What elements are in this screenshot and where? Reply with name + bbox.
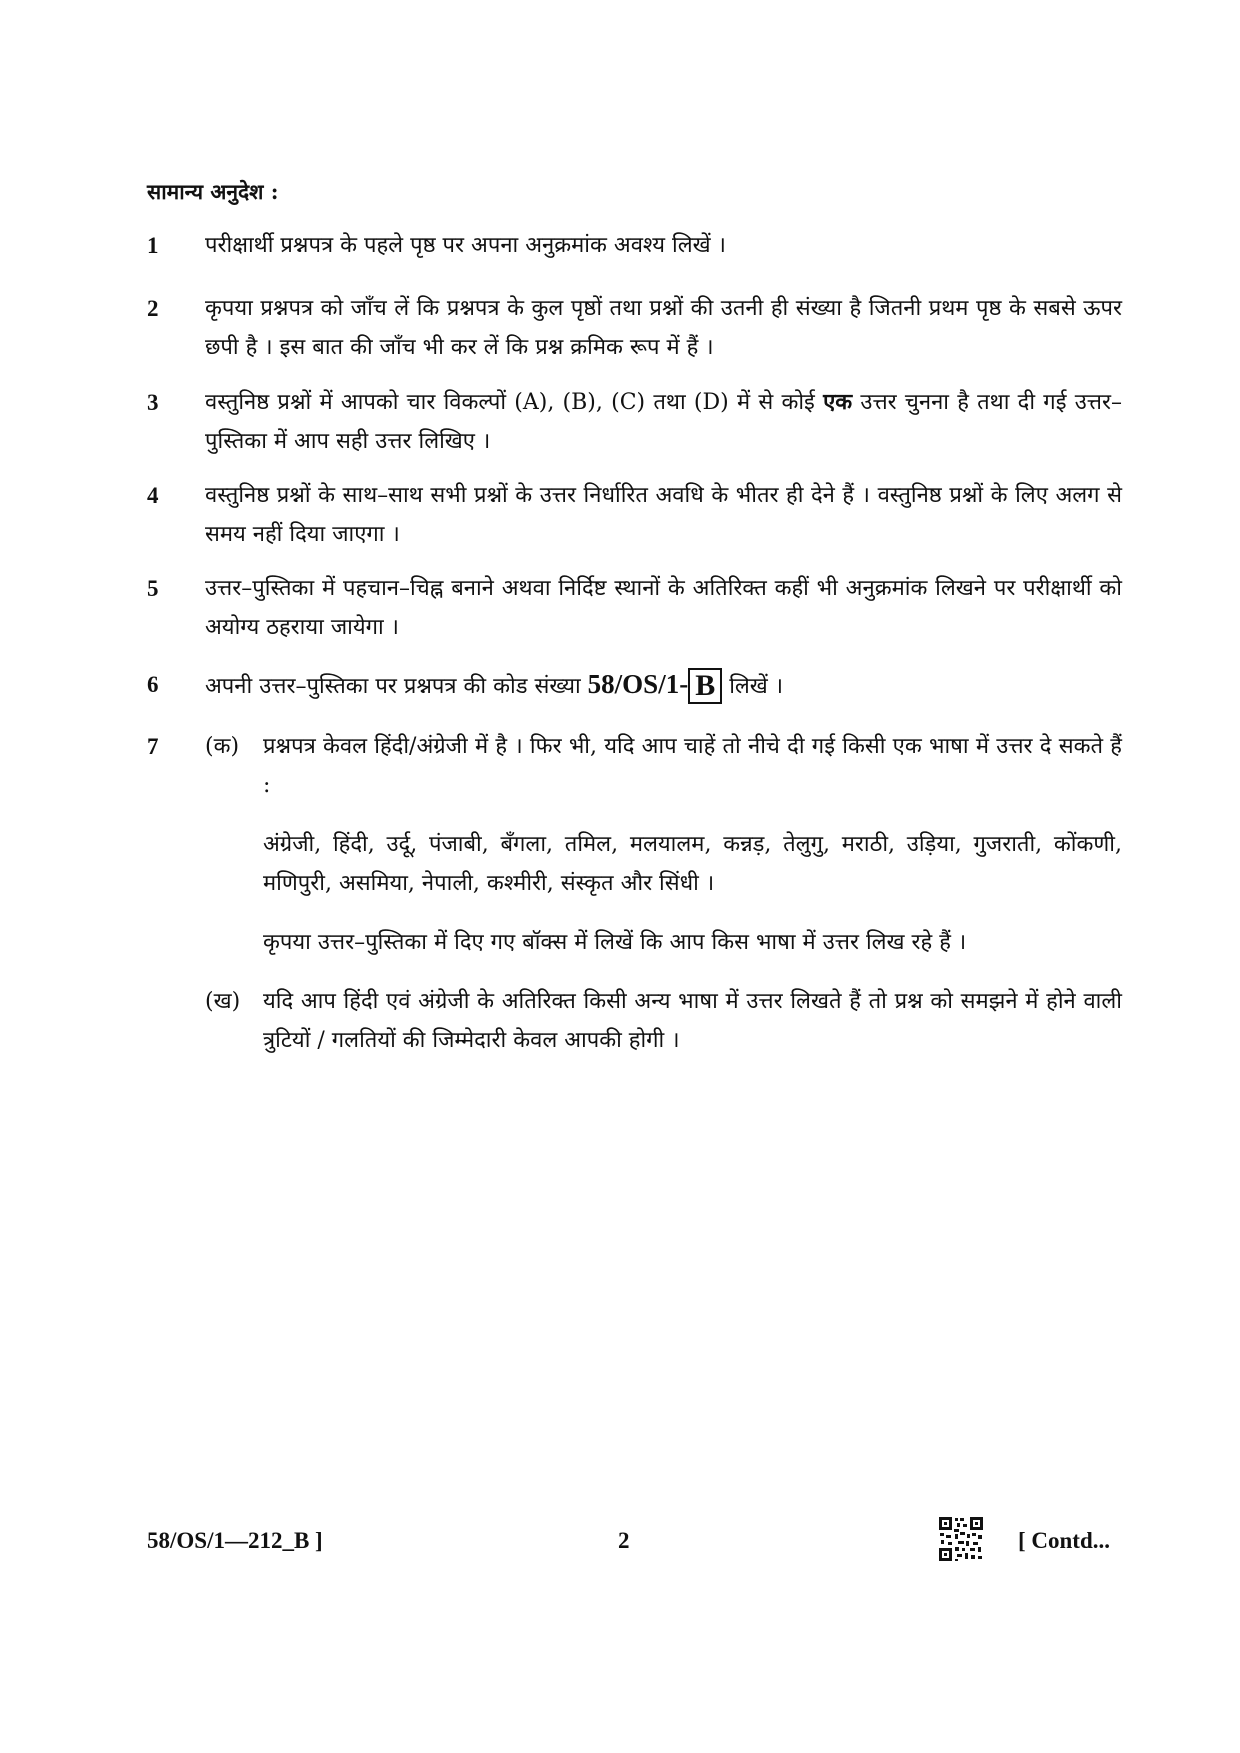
instruction-item bbox=[147, 476, 1122, 554]
instruction-number: 4 bbox=[147, 483, 159, 508]
instruction-number: 3 bbox=[147, 390, 159, 415]
sub-item-label: (क) bbox=[205, 734, 240, 759]
instruction-number: 7 bbox=[147, 734, 159, 759]
instruction-text: वस्तुनिष्ठ प्रश्नों के साथ–साथ सभी प्रश्नों के उत्तर निर्धारित अवधि के भीतर ही देने हैं । वस्तुनिष्ठ प्रश्नों के लिए अलग से समय नहीं दिया जाएगा । bbox=[205, 483, 1122, 547]
instruction-item bbox=[147, 727, 1122, 1060]
instruction-text-part: लिखें । bbox=[722, 674, 784, 699]
language-list: अंग्रेजी, हिंदी, उर्दू, पंजाबी, बँगला, तमिल, मलयालम, कन्नड़, तेलुगु, मराठी, उड़िया, गुजराती, कोंकणी, मणिपुरी, असमिया, नेपाली, कश्मीरी, संस्कृत और सिंधी । bbox=[263, 832, 1122, 896]
instruction-text-part: वस्तुनिष्ठ प्रश्नों में आपको चार विकल्पों (A), (B), (C) तथा (D) में से कोई bbox=[205, 390, 824, 415]
instruction-text: उत्तर–पुस्तिका में पहचान–चिह्न बनाने अथवा निर्दिष्ट स्थानों के अतिरिक्त कहीं भी अनुक्रमांक लिखने पर परीक्षार्थी को अयोग्य ठहराया जायेगा । bbox=[205, 576, 1122, 640]
sub-item-text: यदि आप हिंदी एवं अंग्रेजी के अतिरिक्त किसी अन्य भाषा में उत्तर लिखते हैं तो प्रश्न को समझने में होने वाली त्रुटियों / गलतियों की जिम्मेदारी केवल आपकी होगी । bbox=[263, 989, 1122, 1053]
instruction-text-part: अपनी उत्तर–पुस्तिका पर प्रश्नपत्र की कोड संख्या bbox=[205, 674, 588, 699]
section-heading: सामान्य अनुदेश : bbox=[147, 179, 279, 204]
instruction-item bbox=[147, 665, 1122, 706]
sub-item-ka bbox=[205, 727, 1122, 962]
language-box-note: कृपया उत्तर–पुस्तिका में दिए गए बॉक्स में लिखें कि आप किस भाषा में उत्तर लिख रहे हैं । bbox=[263, 930, 967, 955]
instruction-text bbox=[205, 665, 1122, 706]
sub-item-label: (ख) bbox=[205, 989, 241, 1014]
instruction-text: कृपया प्रश्नपत्र को जाँच लें कि प्रश्नपत्र के कुल पृष्ठों तथा प्रश्नों की उतनी ही संख्या है जितनी प्रथम पृष्ठ के सबसे ऊपर छपी है । इस बात की जाँच भी कर लें कि प्रश्न क्रमिक रूप में हैं । bbox=[205, 296, 1122, 360]
continued-marker: [ Contd... bbox=[1018, 1528, 1111, 1553]
instruction-text-part: उत्तर चुनना है तथा दी गई उत्तर–पुस्तिका में आप सही उत्तर लिखिए । bbox=[205, 390, 1122, 454]
paper-code: 58/OS/1- bbox=[587, 669, 689, 699]
instruction-item bbox=[147, 226, 1122, 265]
instruction-number: 1 bbox=[147, 233, 159, 258]
instruction-item bbox=[147, 383, 1122, 461]
instruction-item bbox=[147, 569, 1122, 647]
footer-paper-code: 58/OS/1—212_B ] bbox=[147, 1528, 323, 1553]
instruction-text bbox=[205, 383, 1122, 461]
sub-item-text: प्रश्नपत्र केवल हिंदी/अंग्रेजी में है । फिर भी, यदि आप चाहें तो नीचे दी गई किसी एक भाषा में उत्तर दे सकते हैं : bbox=[263, 734, 1122, 798]
instruction-number: 6 bbox=[147, 672, 159, 697]
instruction-item bbox=[147, 289, 1122, 367]
sub-item-kha bbox=[205, 982, 1122, 1060]
instruction-number: 2 bbox=[147, 296, 159, 321]
page-number: 2 bbox=[618, 1528, 630, 1553]
emphasis-word: एक bbox=[823, 389, 853, 415]
instruction-text: परीक्षार्थी प्रश्नपत्र के पहले पृष्ठ पर अपना अनुक्रमांक अवश्य लिखें । bbox=[205, 233, 726, 258]
paper-set-box: B bbox=[688, 668, 722, 704]
instruction-number: 5 bbox=[147, 576, 159, 601]
qr-code-icon bbox=[938, 1516, 984, 1562]
